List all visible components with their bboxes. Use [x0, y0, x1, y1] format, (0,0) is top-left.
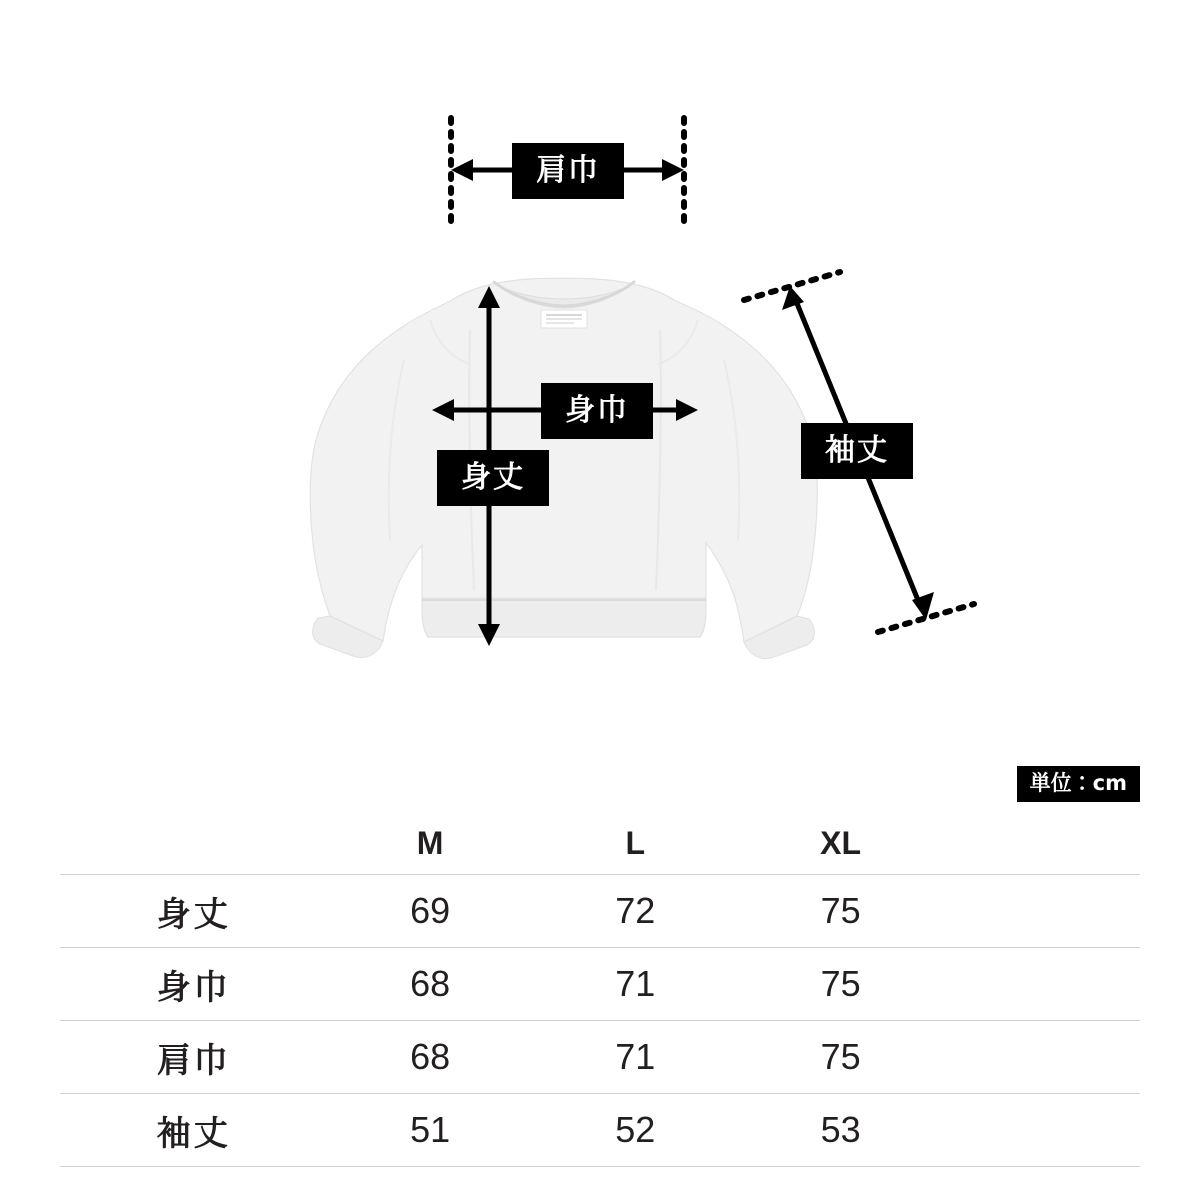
- unit-badge: 単位：cm: [1017, 766, 1140, 802]
- neck-label: [541, 310, 587, 328]
- row-label-shoulder-width: 肩巾: [156, 1040, 231, 1081]
- cell-body-length-m: 69: [410, 890, 451, 931]
- label-body-width: 身巾: [541, 383, 653, 439]
- table-corner-cell: [60, 812, 328, 875]
- size-header-xl: XL: [738, 812, 943, 875]
- table-row: [60, 1021, 1140, 1094]
- cell-sleeve-length-l: 52: [615, 1109, 656, 1150]
- cell-spacer: [943, 1094, 1140, 1167]
- cell-body-width-xl: 75: [820, 963, 861, 1004]
- label-body-length: 身丈: [437, 450, 549, 506]
- table-row: [60, 875, 1140, 948]
- cell-shoulder-width-m: 68: [410, 1036, 451, 1077]
- size-header-m: M: [328, 812, 533, 875]
- row-label-body-width: 身巾: [156, 967, 231, 1008]
- cell-sleeve-length-xl: 53: [820, 1109, 861, 1150]
- cell-shoulder-width-xl: 75: [820, 1036, 861, 1077]
- size-header-l: L: [533, 812, 738, 875]
- cell-body-length-xl: 75: [820, 890, 861, 931]
- table-row: [60, 1094, 1140, 1167]
- cell-body-width-m: 68: [410, 963, 451, 1004]
- sweatshirt-shape: [310, 278, 817, 658]
- row-label-body-length: 身丈: [156, 894, 231, 935]
- label-shoulder-width: 肩巾: [512, 143, 624, 199]
- table-spacer-cell: [943, 812, 1140, 875]
- cell-spacer: [943, 948, 1140, 1021]
- cell-spacer: [943, 1021, 1140, 1094]
- size-table-body: [60, 875, 1140, 1167]
- cell-sleeve-length-m: 51: [410, 1109, 451, 1150]
- table-header-row: [60, 812, 1140, 875]
- size-table: [60, 812, 1140, 1167]
- cell-shoulder-width-l: 71: [615, 1036, 656, 1077]
- cell-body-width-l: 71: [615, 963, 656, 1004]
- cell-spacer: [943, 875, 1140, 948]
- size-table-head: [60, 812, 1140, 875]
- table-row: [60, 948, 1140, 1021]
- cell-body-length-l: 72: [615, 890, 656, 931]
- label-sleeve-length: 袖丈: [801, 423, 913, 479]
- row-label-sleeve-length: 袖丈: [156, 1113, 231, 1154]
